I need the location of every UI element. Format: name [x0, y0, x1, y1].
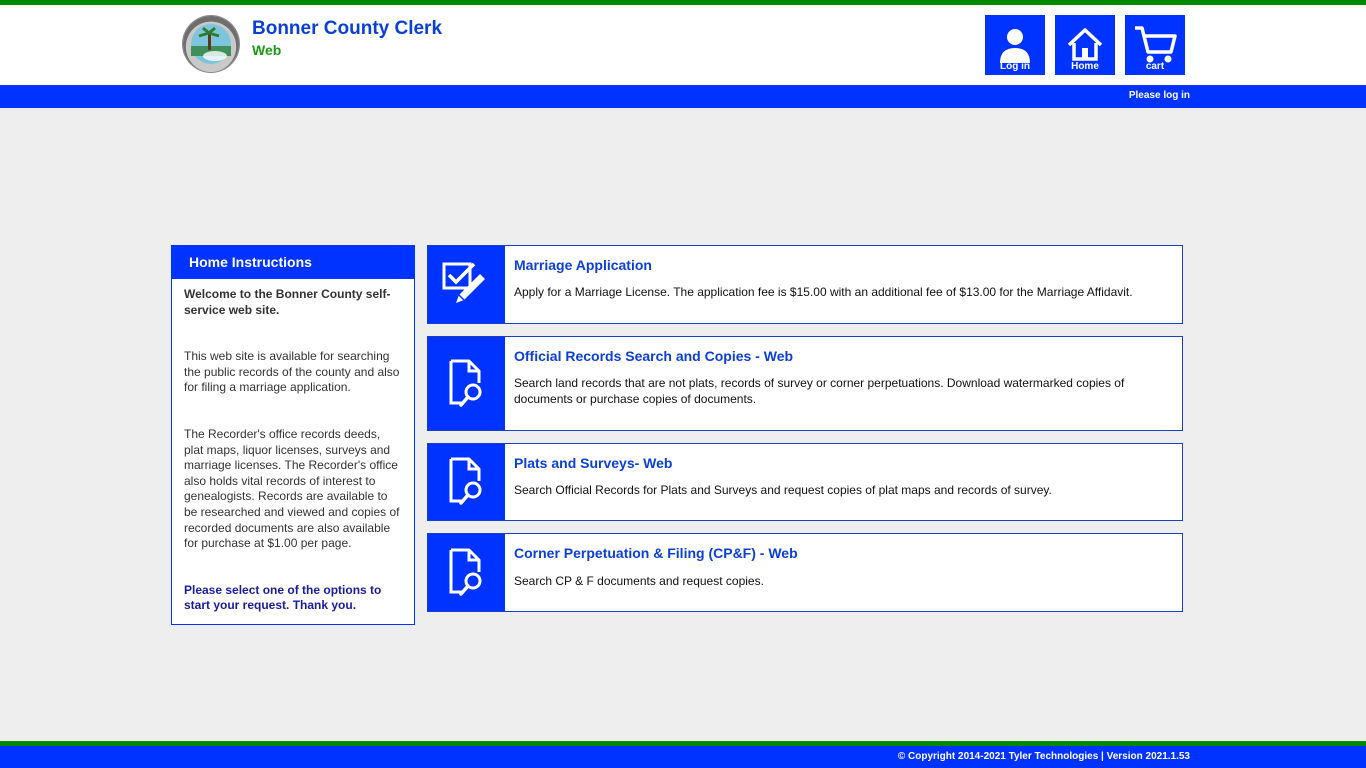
card-description: Search Official Records for Plats and Surveys and request copies of plat maps and records of survey. — [514, 483, 1052, 497]
copyright-text: © Copyright 2014-2021 Tyler Technologies | Version 2021.1.53 — [897, 751, 1190, 762]
card-title[interactable]: Plats and Surveys- Web — [514, 455, 673, 471]
card-icon-box — [428, 444, 505, 520]
card-icon-box — [428, 246, 505, 323]
site-footer — [0, 746, 1366, 768]
login-button[interactable] — [985, 15, 1045, 75]
card-icon-box — [428, 534, 505, 611]
document-search-icon — [440, 357, 494, 411]
card-title[interactable]: Official Records Search and Copies - Web — [514, 348, 794, 364]
document-search-icon — [440, 546, 494, 600]
instructions-paragraph: This web site is available for searching the public records of the county and also for filing a marriage application. — [184, 349, 400, 395]
app-title: Bonner County Clerk — [252, 18, 443, 39]
status-bar — [0, 85, 1366, 108]
instructions-welcome: Welcome to the Bonner County self-service web site. — [184, 287, 391, 317]
card-icon-box — [428, 337, 505, 430]
card-description: Apply for a Marriage License. The application fee is $15.00 with an additional fee of $13.00 for the Marriage Affidavit. — [514, 285, 1133, 299]
login-status-text: Please log in — [1128, 90, 1190, 101]
card-corner-perpetuation[interactable] — [427, 533, 1183, 612]
cart-label: cart — [1145, 61, 1165, 72]
card-official-records[interactable] — [427, 336, 1183, 431]
card-title[interactable]: Marriage Application — [514, 257, 652, 273]
login-label: Log in — [1000, 61, 1030, 72]
site-header — [0, 5, 1366, 85]
home-label: Home — [1071, 61, 1099, 72]
card-description: Search land records that are not plats, records of survey or corner perpetuations. Download watermarked copies of documents or purchase copies of documents. — [514, 376, 1125, 406]
app-subtitle: Web — [252, 42, 282, 58]
home-button[interactable] — [1055, 15, 1115, 75]
document-search-icon — [440, 455, 494, 509]
instructions-paragraph: The Recorder's office records deeds, plat maps, liquor licenses, surveys and marriage licenses. The Recorder's office also holds vital records of interest to genealogists. Records are available to be researched and viewed and copies of recorded documents are also available for purchase at $1.00 per page. — [184, 426, 400, 551]
card-description: Search CP & F documents and request copies. — [514, 574, 764, 588]
checkbox-pencil-icon — [440, 258, 494, 312]
cart-button[interactable] — [1125, 15, 1185, 75]
card-title[interactable]: Corner Perpetuation & Filing (CP&F) - Web — [514, 545, 798, 561]
instructions-heading: Home Instructions — [172, 246, 414, 279]
card-marriage-application[interactable] — [427, 245, 1183, 324]
home-instructions-panel — [171, 245, 415, 625]
instructions-closing: Please select one of the options to start your request. Thank you. — [184, 582, 382, 613]
county-seal-logo — [183, 16, 239, 72]
card-plats-surveys[interactable] — [427, 443, 1183, 521]
